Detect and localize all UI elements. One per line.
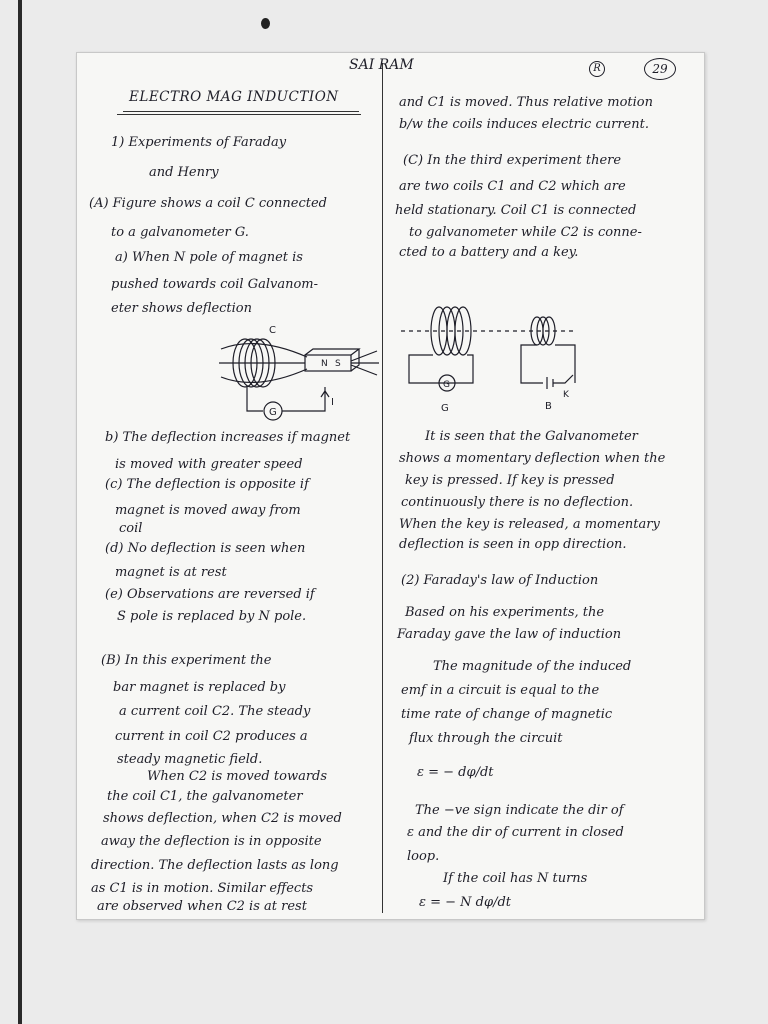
text-line: If the coil has N turns [443,871,588,886]
coil-magnet-diagram [217,321,387,429]
text-line: to galvanometer while C2 is conne- [409,225,642,240]
text-line: (C) In the third experiment there [403,153,622,168]
title-underline [117,114,361,115]
text-line: and C1 is moved. Thus relative motion [399,95,653,110]
text-line: (c) The deflection is opposite if [105,477,309,492]
page-title: ELECTRO MAG INDUCTION [129,89,339,105]
text-line: held stationary. Coil C1 is connected [395,203,637,218]
text-line: magnet is at rest [115,565,227,580]
header-sairam: SAI RAM [349,57,414,73]
text-line: and Henry [149,165,219,180]
text-line: (A) Figure shows a coil C connected [89,196,327,211]
title-underline [123,111,359,112]
text-line: When C2 is moved towards [147,769,328,784]
text-line: magnet is moved away from [115,503,301,518]
punch-hole [261,18,270,29]
text-line: away the deflection is in opposite [101,834,322,849]
text-line: eter shows deflection [111,301,253,316]
page-number: 29 [644,58,676,80]
text-line: pushed towards coil Galvanom- [111,277,319,292]
section-heading: (2) Faraday's law of Induction [401,573,599,588]
magnet-north-label: N [321,359,328,369]
text-line: The magnitude of the induced [433,659,632,674]
text-line: are two coils C1 and C2 which are [399,179,626,194]
column-divider [382,63,383,913]
text-line: shows a momentary deflection when the [399,451,666,466]
text-line: The −ve sign indicate the dir of [415,803,624,818]
text-line: Faraday gave the law of induction [397,627,622,642]
text-line: Based on his experiments, the [405,605,605,620]
text-line: as C1 is in motion. Similar effects [91,881,314,896]
text-line: current in coil C2 produces a [115,729,308,744]
text-line: S pole is replaced by N pole. [117,609,307,624]
coil-right-label: B [545,401,552,412]
text-line: shows deflection, when C2 is moved [103,811,342,826]
text-line: key is pressed. If key is pressed [405,473,615,488]
text-line: to a galvanometer G. [111,225,249,240]
text-line: are observed when C2 is at rest [97,899,307,914]
text-line: is moved with greater speed [115,457,303,472]
text-line: loop. [407,849,440,864]
notebook-page [76,52,705,920]
text-line: a current coil C2. The steady [119,704,311,719]
text-line: the coil C1, the galvanometer [107,789,303,804]
galvanometer-label: G [269,407,277,418]
text-line: steady magnetic field. [117,752,263,767]
text-line: flux through the circuit [409,731,563,746]
magnet-south-label: S [335,359,341,369]
text-line: ε and the dir of current in closed [407,825,624,840]
text-line: time rate of change of magnetic [401,707,613,722]
current-label: I [331,397,334,408]
text-line: b) The deflection increases if magnet [105,430,351,445]
text-line: bar magnet is replaced by [113,680,286,695]
coil-left-label: G [441,403,449,414]
text-line: direction. The deflection lasts as long [91,858,339,873]
galvanometer-label: G [443,380,450,390]
text-line: When the key is released, a momentary [399,517,660,532]
text-line: deflection is seen in opp direction. [399,537,627,552]
text-line: emf in a circuit is equal to the [401,683,600,698]
text-line: coil [119,521,143,536]
text-line: b/w the coils induces electric current. [399,117,649,132]
text-line: cted to a battery and a key. [399,245,579,260]
coil-label: C [269,325,276,336]
text-line: (e) Observations are reversed if [105,587,315,602]
text-line: 1) Experiments of Faraday [111,135,287,150]
registered-mark: R [589,61,605,77]
equation: ε = − dφ/dt [417,765,494,780]
text-line: continuously there is no deflection. [401,495,634,510]
text-line: It is seen that the Galvanometer [425,429,638,444]
text-line: (B) In this experiment the [101,653,272,668]
two-coil-diagram [397,301,582,421]
key-label: K [563,390,569,400]
text-line: a) When N pole of magnet is [115,250,303,265]
text-line: (d) No deflection is seen when [105,541,306,556]
scan-edge [18,0,22,1024]
equation: ε = − N dφ/dt [419,895,512,910]
